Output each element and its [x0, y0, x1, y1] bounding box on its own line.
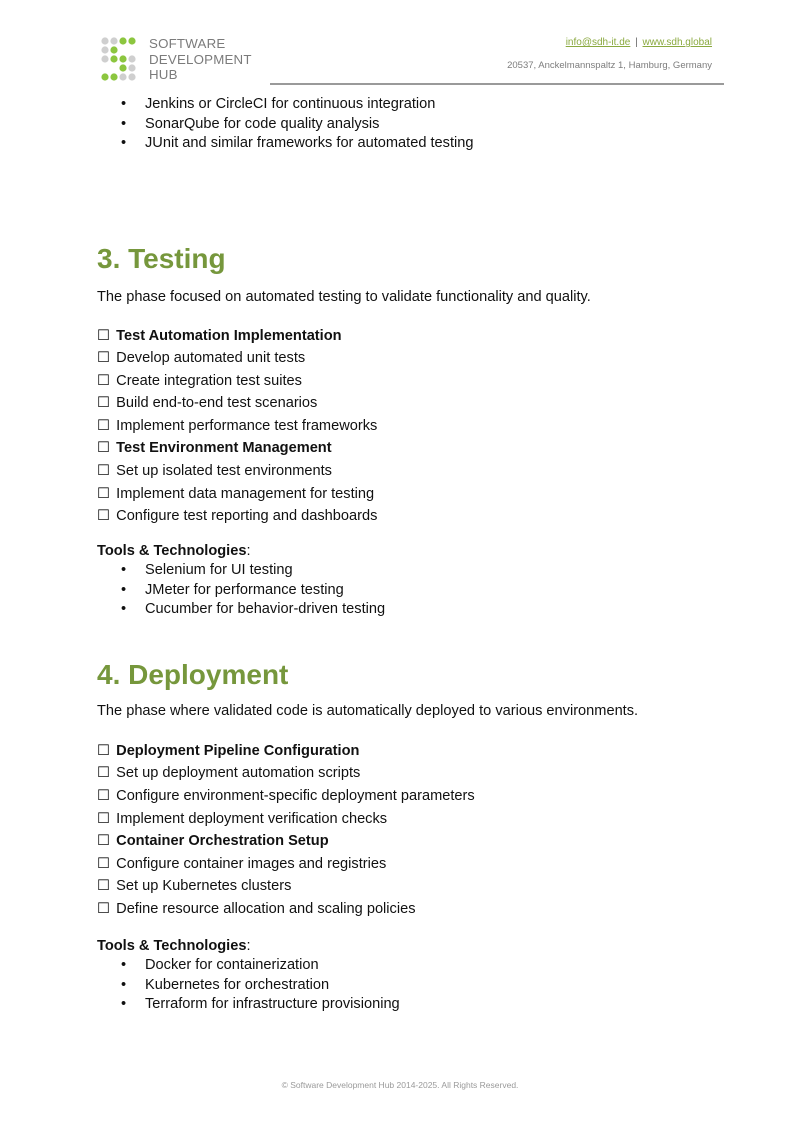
tools-heading: Tools & Technologies: [97, 937, 251, 954]
section-intro: The phase where validated code is automatically deployed to various environments. [97, 702, 639, 719]
checkbox-icon: ☐ [97, 485, 111, 502]
list-item: • Jenkins or CircleCI for continuous integration [145, 95, 737, 115]
tools-list [97, 561, 737, 620]
checkbox-icon: ☐ [97, 327, 111, 344]
checklist-item: ☐ Implement deployment verification checks [97, 810, 388, 827]
email-link[interactable]: info@sdh-it.de [565, 37, 631, 48]
checkbox-icon: ☐ [97, 417, 111, 434]
checklist-item: ☐ Set up deployment automation scripts [97, 765, 361, 782]
company-logo [100, 36, 270, 82]
checklist-item: ☐ Deployment Pipeline Configuration [97, 742, 360, 759]
checklist-item: ☐ Configure test reporting and dashboards [97, 508, 378, 525]
checkbox-icon: ☐ [97, 440, 111, 457]
checklist-item: ☐ Configure container images and registries [97, 855, 387, 872]
checkbox-icon: ☐ [97, 810, 111, 827]
section-title: 3. Testing [97, 242, 226, 274]
checkbox-icon: ☐ [97, 878, 111, 895]
checklist [97, 325, 737, 528]
tools-heading: Tools & Technologies: [97, 542, 251, 559]
logo-line: SOFTWARE [149, 36, 226, 51]
checkbox-icon: ☐ [97, 788, 111, 805]
checklist-item: ☐ Test Environment Management [97, 440, 332, 457]
section-title: 4. Deployment [97, 658, 289, 690]
checkbox-icon: ☐ [97, 463, 111, 480]
checkbox-icon: ☐ [97, 372, 111, 389]
list-item: • Cucumber for behavior-driven testing [145, 600, 737, 620]
sdh-logo-icon [100, 36, 146, 82]
contact-separator: | [635, 37, 638, 48]
checklist-item: ☐ Implement performance test frameworks [97, 417, 378, 434]
checklist [97, 740, 737, 921]
checklist-item: ☐ Configure environment-specific deployment parameters [97, 788, 475, 805]
checklist-item: ☐ Define resource allocation and scaling policies [97, 901, 416, 917]
checkbox-icon: ☐ [97, 901, 111, 917]
page-header [0, 0, 800, 86]
logo-line: DEVELOPMENT [149, 51, 252, 67]
tools-list [97, 956, 737, 1015]
checklist-item: ☐ Set up isolated test environments [97, 463, 332, 480]
list-item: • JMeter for performance testing [145, 581, 737, 601]
checklist-item: ☐ Build end-to-end test scenarios [97, 395, 318, 412]
checkbox-icon: ☐ [97, 833, 111, 850]
checkbox-icon: ☐ [97, 350, 111, 367]
checklist-item: ☐ Set up Kubernetes clusters [97, 878, 292, 895]
checklist-item: ☐ Container Orchestration Setup [97, 833, 329, 850]
section-intro: The phase focused on automated testing to validate functionality and quality. [97, 288, 591, 305]
list-item: • Docker for containerization [145, 956, 737, 976]
checklist-item: ☐ Develop automated unit tests [97, 350, 306, 367]
logo-line: HUB [149, 67, 178, 82]
checkbox-icon: ☐ [97, 742, 111, 759]
header-contact [566, 37, 712, 48]
logo-wordmark [149, 36, 252, 83]
checklist-item: ☐ Create integration test suites [97, 372, 302, 389]
checkbox-icon: ☐ [97, 508, 111, 525]
header-address: 20537, Anckelmannspaltz 1, Hamburg, Germany [507, 60, 712, 71]
document-body [97, 95, 737, 1015]
header-divider [270, 83, 724, 85]
list-item: • Selenium for UI testing [145, 561, 737, 581]
checkbox-icon: ☐ [97, 395, 111, 412]
list-item: • Terraform for infrastructure provisioning [145, 995, 737, 1015]
section-deployment [97, 658, 737, 1015]
checklist-item: ☐ Test Automation Implementation [97, 327, 342, 344]
list-item: • JUnit and similar frameworks for automated testing [145, 134, 737, 154]
section-testing [97, 242, 737, 620]
page-footer: © Software Development Hub 2014-2025. All Rights Reserved. [281, 1080, 519, 1090]
list-item: • Kubernetes for orchestration [145, 976, 737, 996]
list-item: • SonarQube for code quality analysis [145, 115, 737, 135]
website-link[interactable]: www.sdh.global [642, 37, 712, 48]
checklist-item: ☐ Implement data management for testing [97, 485, 375, 502]
checkbox-icon: ☐ [97, 765, 111, 782]
continued-tools-list [97, 95, 737, 154]
checkbox-icon: ☐ [97, 855, 111, 872]
